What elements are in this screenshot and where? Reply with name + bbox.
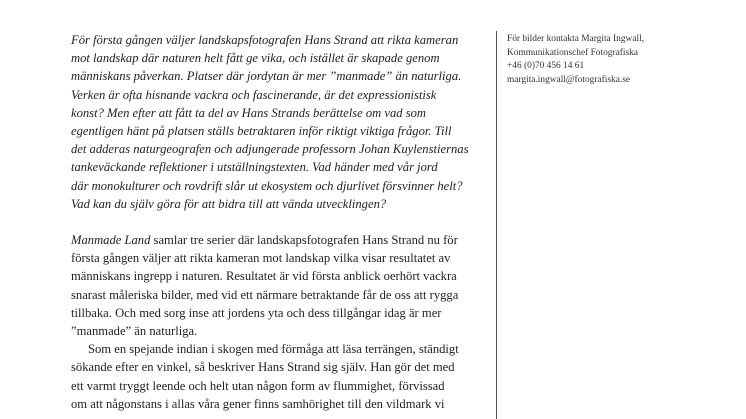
intro-line: egentligen hänt på platsen ställs betraktaren inför riktigt viktiga frågor. Till bbox=[71, 124, 452, 139]
body-line: ”manmade” än naturliga. bbox=[71, 324, 198, 339]
body-line: ett varmt tryggt leende och helt utan någon form av flummighet, förvissad bbox=[71, 378, 445, 393]
intro-line: det adderas naturgeografen och adjungerade professorn Johan Kuylenstiernas bbox=[71, 142, 469, 157]
column-divider bbox=[496, 31, 497, 419]
body-line: om att någonstans i allas våra gener finns samhörighet till den vildmark vi bbox=[71, 396, 445, 411]
intro-line: konst? Men efter att fått ta del av Hans Strands berättelse om vad som bbox=[71, 105, 427, 120]
contact-intro: För bilder kontakta Margita Ingwall, bbox=[507, 34, 645, 44]
body-line: tillbaka. Och med sorg inse att jordens yta och dess tillgångar idag är mer bbox=[71, 305, 442, 320]
body-line: första gången väljer att rikta kameran mot landskap vilka visar resultatet av bbox=[71, 251, 451, 266]
intro-paragraph bbox=[71, 31, 491, 213]
body-line: Som en spejande indian i skogen med förmåga att läsa terrängen, ständigt bbox=[88, 342, 459, 357]
body-paragraph-1 bbox=[71, 231, 491, 340]
contact-info bbox=[507, 33, 727, 87]
intro-line: där monokulturer och rovdrift slår ut ekosystem och djurlivet försvinner helt? bbox=[71, 178, 463, 193]
intro-line: För första gången väljer landskapsfotografen Hans Strand att rikta kameran bbox=[71, 33, 459, 47]
intro-line: mot landskap där naturen helt fått ge vika, och istället är skapade genom bbox=[71, 51, 440, 66]
body-line: människans ingrepp i naturen. Resultatet är vid första anblick oerhört vackra bbox=[71, 269, 457, 284]
contact-title: Kommunikationschef Fotografiska bbox=[507, 47, 638, 58]
body-line: snarast måleriska bilder, med vid ett närmare betraktande får de oss att rygga bbox=[71, 287, 459, 302]
body-first-line bbox=[71, 231, 491, 249]
body-line: sökande efter en vinkel, så beskriver Hans Strand sig själv. Han gör det med bbox=[71, 360, 455, 375]
exhibition-title: Manmade Land bbox=[71, 233, 151, 248]
body-paragraph-2 bbox=[71, 340, 491, 413]
intro-line: Vad kan du själv göra för att bidra till att vända utvecklingen? bbox=[71, 196, 387, 211]
intro-line: Verken är ofta hisnande vackra och fascinerande, är det expressionistisk bbox=[71, 87, 437, 102]
intro-line: människans påverkan. Platser där jordytan är mer ”manmade” än naturliga. bbox=[71, 69, 462, 84]
main-text-column bbox=[71, 31, 491, 413]
intro-line: tankeväckande reflektioner i utställningstexten. Vad händer med vår jord bbox=[71, 160, 438, 175]
contact-email: margita.ingwall@fotografiska.se bbox=[507, 74, 631, 85]
paragraph-spacer bbox=[71, 213, 491, 231]
contact-phone: +46 (0)70 456 14 61 bbox=[507, 61, 585, 72]
body-line: samlar tre serier där landskapsfotografen Hans Strand nu för bbox=[150, 233, 458, 248]
